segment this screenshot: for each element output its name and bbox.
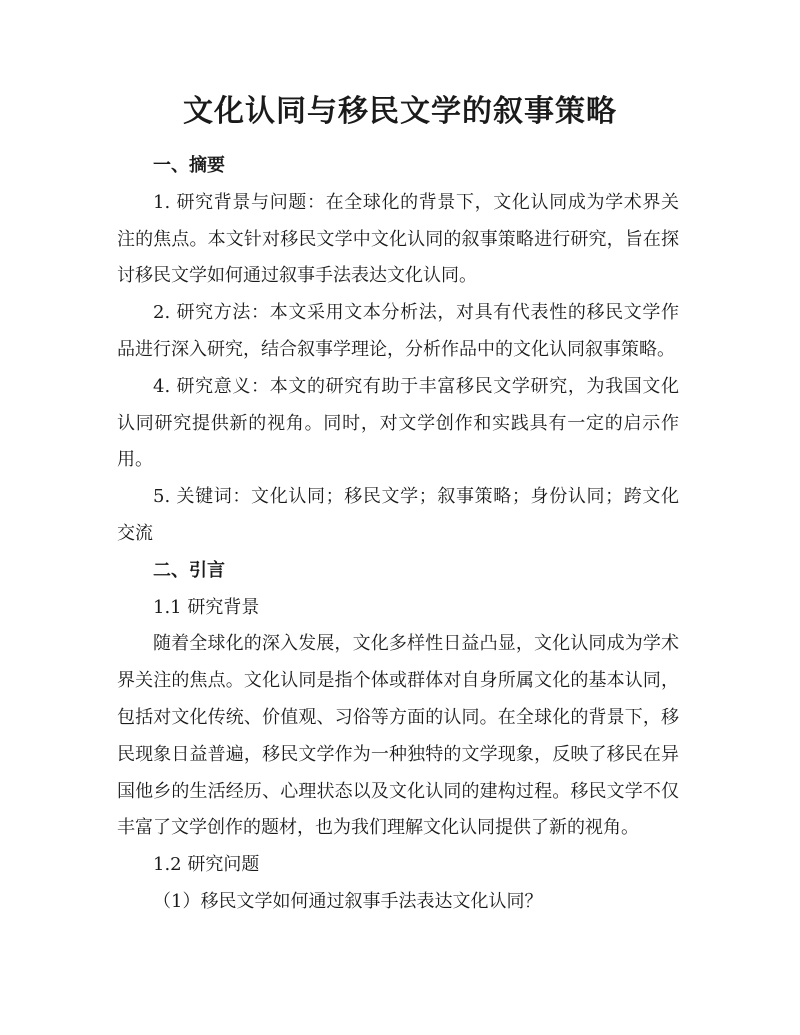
abstract-item-background: 1. 研究背景与问题：在全球化的背景下，文化认同成为学术界关注的焦点。本文针对移民文学中文化认同的叙事策略进行研究，旨在探讨移民文学如何通过叙事手法表达文化认同。 [117, 191, 679, 287]
section-heading-introduction: 二、引言 [153, 559, 225, 581]
document-body [117, 148, 679, 921]
abstract-item-method: 2. 研究方法：本文采用文本分析法，对具有代表性的移民文学作品进行深入研究，结合叙事学理论，分析作品中的文化认同叙事策略。 [117, 302, 679, 360]
abstract-item-significance: 4. 研究意义：本文的研究有助于丰富移民文学研究，为我国文化认同研究提供新的视角。同时，对文学创作和实践具有一定的启示作用。 [117, 375, 679, 471]
subsection-heading-background: 1.1 研究背景 [153, 596, 260, 618]
abstract-item-keywords: 5. 关键词：文化认同；移民文学；叙事策略；身份认同；跨文化交流 [117, 486, 679, 544]
section-heading-abstract: 一、摘要 [153, 155, 225, 176]
document-title: 文化认同与移民文学的叙事策略 [183, 94, 617, 129]
background-paragraph: 随着全球化的深入发展，文化多样性日益凸显，文化认同成为学术界关注的焦点。文化认同是指个体或群体对自身所属文化的基本认同，包括对文化传统、价值观、习俗等方面的认同。在全球化的背景下，移民现象日益普遍，移民文学作为一种独特的文学现象，反映了移民在异国他乡的生活经历、心理状态以及文化认同的建构过程。移民文学不仅丰富了文学创作的题材，也为我们理解文化认同提供了新的视角。 [117, 633, 679, 839]
research-question-1: （1）移民文学如何通过叙事手法表达文化认同？ [153, 890, 543, 912]
subsection-heading-questions: 1.2 研究问题 [153, 854, 260, 876]
